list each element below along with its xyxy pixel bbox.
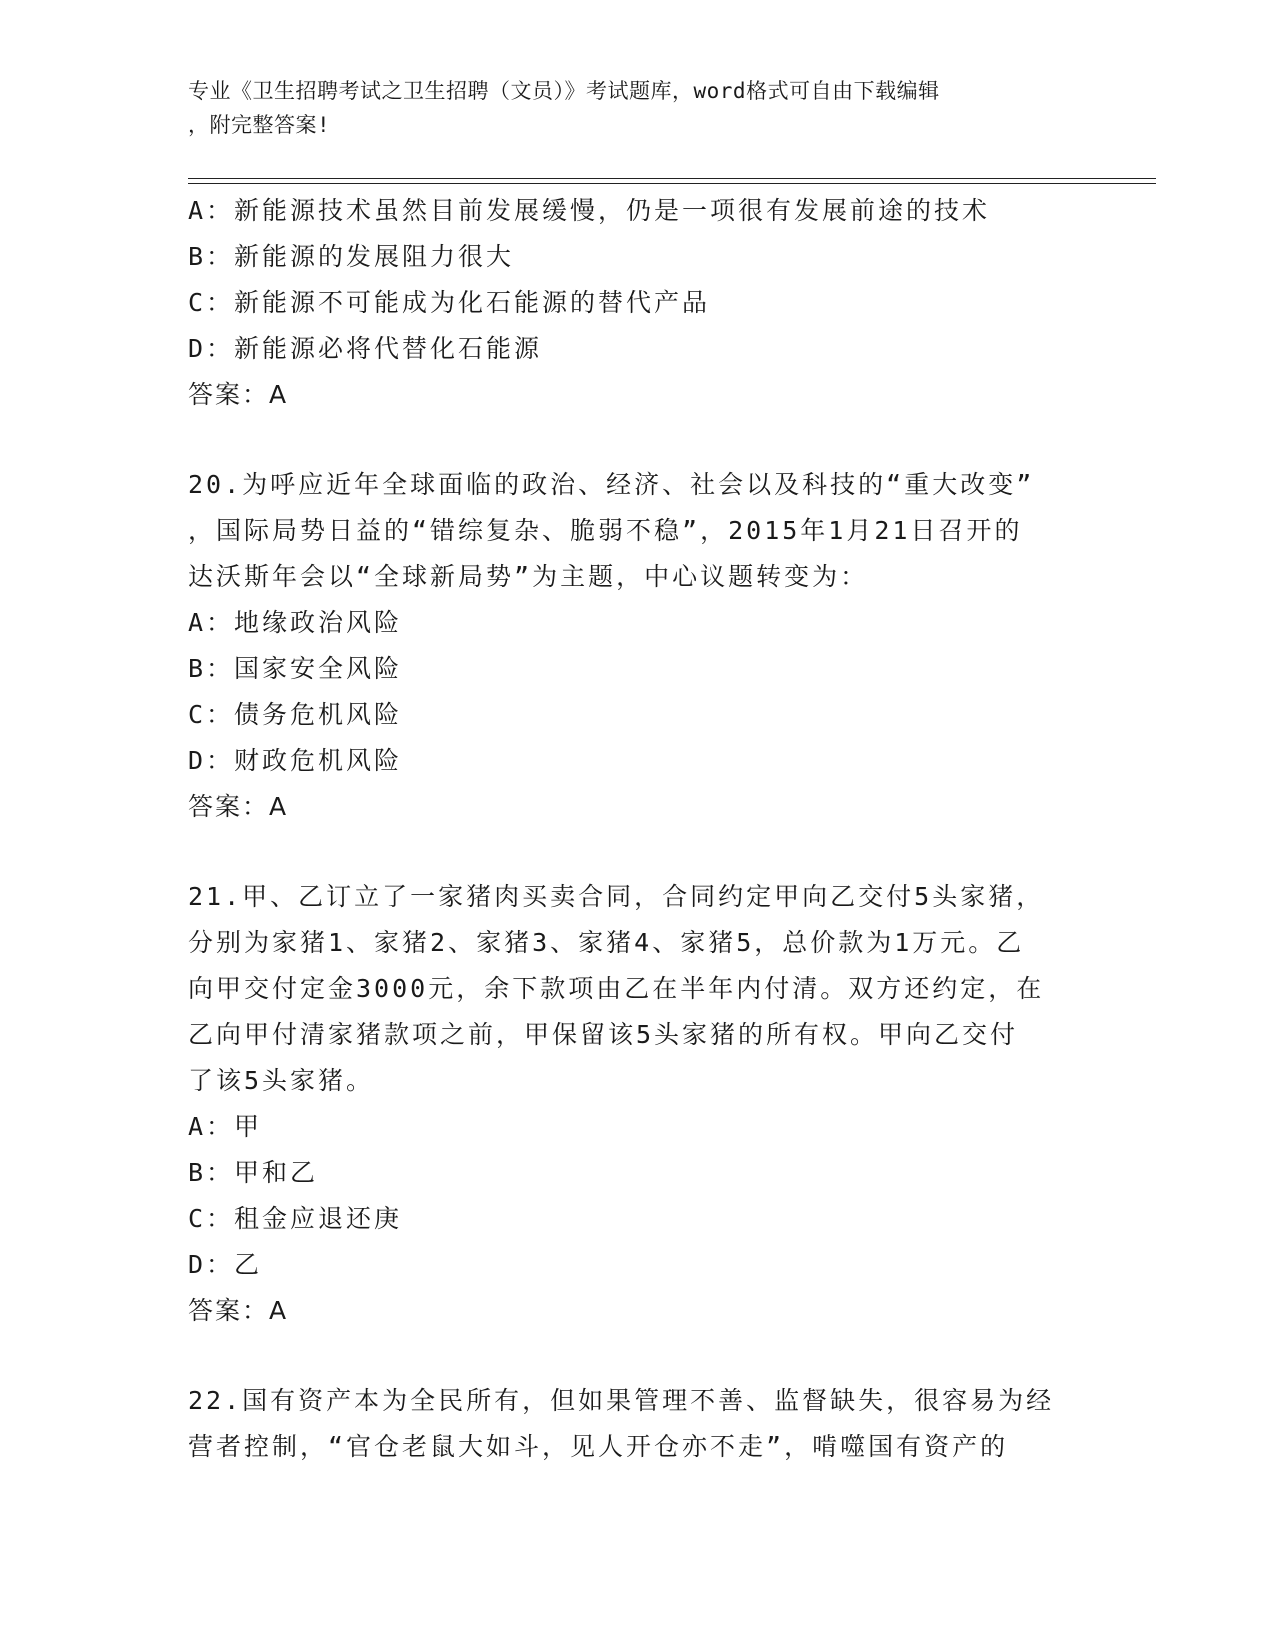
option-c: C：债务危机风险 bbox=[188, 700, 403, 729]
header-line-2: ，附完整答案! bbox=[188, 113, 331, 137]
option-b: B：国家安全风险 bbox=[188, 654, 403, 683]
question-stem bbox=[188, 1378, 1088, 1470]
stem-line: 分别为家猪1、家猪2、家猪3、家猪4、家猪5，总价款为1万元。乙 bbox=[188, 928, 1025, 957]
header-divider-top bbox=[188, 178, 1156, 179]
stem-line: 向甲交付定金3000元，余下款项由乙在半年内付清。双方还约定，在 bbox=[188, 974, 1045, 1003]
question-21-block bbox=[188, 874, 1088, 1334]
stem-line: 21.甲、乙订立了一家猪肉买卖合同，合同约定甲向乙交付5头家猪， bbox=[188, 882, 1045, 911]
question-20-block bbox=[188, 462, 1088, 830]
question-list bbox=[188, 188, 1088, 1470]
answer-label: 答案：A bbox=[188, 380, 289, 409]
document-header bbox=[188, 74, 1088, 142]
option-c: C：租金应退还庚 bbox=[188, 1204, 403, 1233]
option-a: A：新能源技术虽然目前发展缓慢，仍是一项很有发展前途的技术 bbox=[188, 196, 991, 225]
option-d: D：乙 bbox=[188, 1250, 263, 1279]
option-b: B：甲和乙 bbox=[188, 1158, 319, 1187]
stem-line: 达沃斯年会以“全球新局势”为主题，中心议题转变为： bbox=[188, 562, 869, 591]
stem-line: ，国际局势日益的“错综复杂、脆弱不稳”，2015年1月21日召开的 bbox=[188, 516, 1023, 545]
option-b: B：新能源的发展阻力很大 bbox=[188, 242, 515, 271]
option-d: D：财政危机风险 bbox=[188, 746, 403, 775]
option-a: A：地缘政治风险 bbox=[188, 608, 403, 637]
question-19-block bbox=[188, 188, 1088, 418]
stem-line: 20.为呼应近年全球面临的政治、经济、社会以及科技的“重大改变” bbox=[188, 470, 1035, 499]
header-line-1: 专业《卫生招聘考试之卫生招聘（文员）》考试题库，word格式可自由下载编辑 bbox=[188, 79, 940, 103]
stem-line: 乙向甲付清家猪款项之前，甲保留该5头家猪的所有权。甲向乙交付 bbox=[188, 1020, 1019, 1049]
stem-line: 22.国有资产本为全民所有，但如果管理不善、监督缺失，很容易为经 bbox=[188, 1386, 1055, 1415]
question-stem bbox=[188, 874, 1088, 1104]
answer-label: 答案：A bbox=[188, 792, 289, 821]
question-stem bbox=[188, 462, 1088, 600]
option-a: A：甲 bbox=[188, 1112, 263, 1141]
answer-label: 答案：A bbox=[188, 1296, 289, 1325]
option-d: D：新能源必将代替化石能源 bbox=[188, 334, 543, 363]
stem-line: 了该5头家猪。 bbox=[188, 1066, 375, 1095]
header-divider-bottom bbox=[188, 183, 1156, 184]
option-c: C：新能源不可能成为化石能源的替代产品 bbox=[188, 288, 711, 317]
stem-line: 营者控制，“官仓老鼠大如斗，见人开仓亦不走”，啃噬国有资产的 bbox=[188, 1432, 1009, 1461]
question-22-block bbox=[188, 1378, 1088, 1470]
